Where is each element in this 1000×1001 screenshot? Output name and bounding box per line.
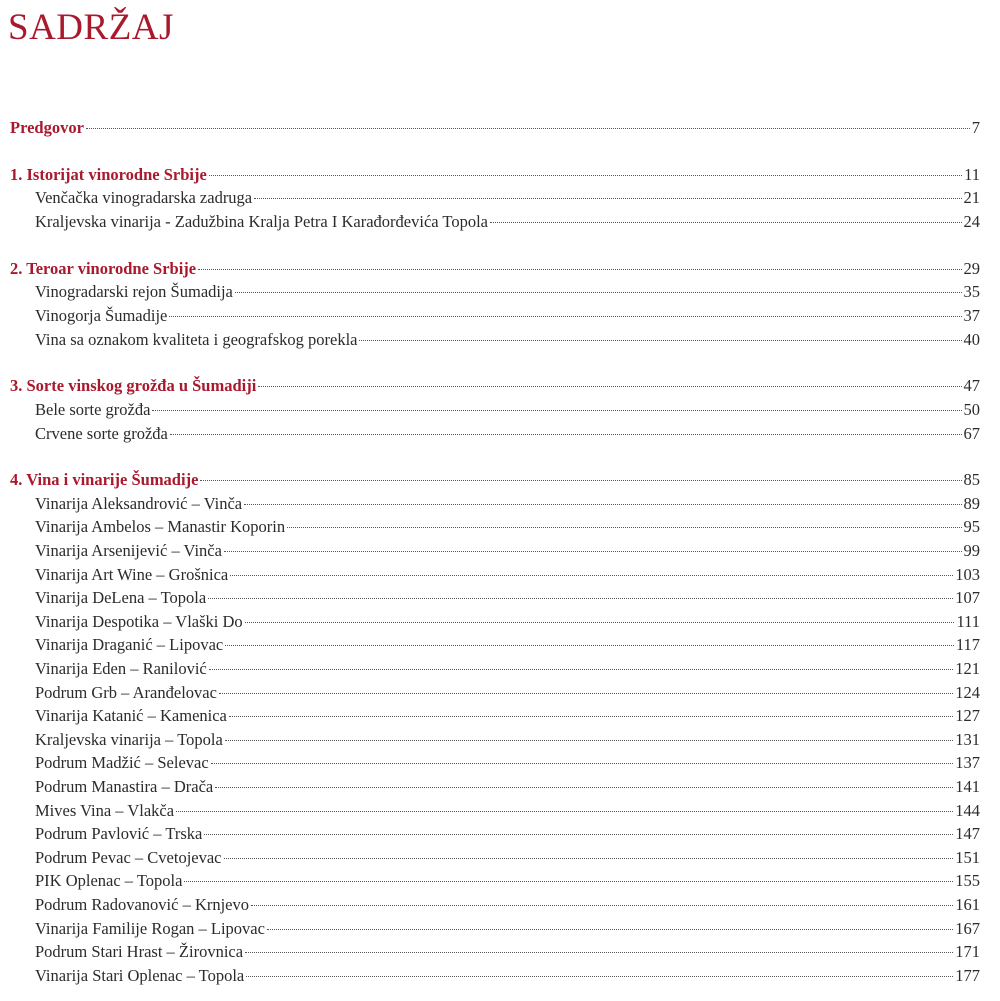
toc-page-number: 147 [955, 824, 980, 844]
dot-leader [152, 410, 961, 411]
dot-leader [204, 834, 953, 835]
toc-page-number: 95 [963, 517, 980, 537]
toc-chapter-entry[interactable] [10, 257, 980, 281]
dot-leader [224, 551, 962, 552]
dot-leader [359, 340, 961, 341]
dot-leader [211, 763, 954, 764]
toc-page-number: 124 [955, 682, 980, 702]
toc-entry-label: Vinarija Aleksandrović – Vinča [35, 493, 243, 513]
toc-entry[interactable] [10, 304, 980, 328]
dot-leader [225, 645, 954, 646]
toc-page-number: 127 [955, 706, 980, 726]
toc-page-number: 111 [956, 611, 980, 631]
toc-page-number: 161 [955, 894, 980, 914]
toc-page-number: 99 [963, 541, 980, 561]
toc-entry[interactable] [10, 799, 980, 823]
toc-page-number: 103 [955, 564, 980, 584]
toc-page-number: 24 [963, 211, 980, 231]
toc-chapter-entry[interactable] [10, 116, 980, 140]
toc-entry[interactable] [10, 940, 980, 964]
toc-entry[interactable] [10, 704, 980, 728]
toc-entry[interactable] [10, 633, 980, 657]
toc-entry[interactable] [10, 492, 980, 516]
dot-leader [224, 858, 954, 859]
dot-leader [219, 693, 953, 694]
dot-leader [287, 527, 961, 528]
toc-entry[interactable] [10, 775, 980, 799]
toc-page-number: 47 [963, 376, 980, 396]
dot-leader [230, 575, 953, 576]
dot-leader [200, 480, 961, 481]
dot-leader [246, 976, 953, 977]
toc-entry-label: Kraljevska vinarija - Zadužbina Kralja Petra I Karađorđevića Topola [35, 211, 489, 231]
toc-entry[interactable] [10, 210, 980, 234]
toc-entry-label: Vinarija Art Wine – Grošnica [35, 564, 229, 584]
toc-page-number: 89 [963, 493, 980, 513]
toc-page-number: 167 [955, 918, 980, 938]
toc-entry[interactable] [10, 586, 980, 610]
toc-entry[interactable] [10, 328, 980, 352]
toc-entry-label: Bele sorte grožđa [35, 399, 151, 419]
toc-entry[interactable] [10, 539, 980, 563]
toc-entry[interactable] [10, 422, 980, 446]
dot-leader [215, 787, 953, 788]
toc-entry-label: Vinogradarski rejon Šumadija [35, 282, 233, 302]
dot-leader [170, 434, 962, 435]
table-of-contents [10, 116, 980, 987]
toc-entry[interactable] [10, 280, 980, 304]
toc-entry-label: Podrum Pavlović – Trska [35, 824, 203, 844]
toc-chapter-entry[interactable] [10, 468, 980, 492]
dot-leader [490, 222, 961, 223]
toc-entry[interactable] [10, 917, 980, 941]
toc-page-number: 131 [955, 729, 980, 749]
toc-entry-label: Vinarija Despotika – Vlaški Do [35, 611, 243, 631]
toc-page-number: 50 [963, 399, 980, 419]
toc-entry[interactable] [10, 186, 980, 210]
toc-entry-label: Vinarija Arsenijević – Vinča [35, 541, 222, 561]
toc-entry-label: Venčačka vinogradarska zadruga [35, 188, 253, 208]
toc-page-number: 155 [955, 871, 980, 891]
dot-leader [169, 316, 961, 317]
toc-page-number: 85 [963, 470, 980, 490]
toc-entry-label: Vinarija Draganić – Lipovac [35, 635, 224, 655]
toc-entry-label: Predgovor [10, 118, 84, 137]
toc-entry-label: Vinogorja Šumadije [35, 305, 168, 325]
toc-page-number: 35 [963, 282, 980, 302]
toc-entry-label: Podrum Grb – Aranđelovac [35, 682, 217, 702]
dot-leader [198, 269, 961, 270]
toc-entry-label: Vinarija DeLena – Topola [35, 588, 207, 608]
toc-entry-label: Podrum Manastira – Drača [35, 777, 214, 796]
toc-page-number: 144 [955, 800, 980, 820]
toc-entry-label: Podrum Stari Hrast – Žirovnica [35, 942, 244, 962]
toc-entry[interactable] [10, 751, 980, 775]
dot-leader [229, 716, 953, 717]
toc-entry-label: Vinarija Ambelos – Manastir Koporin [35, 517, 286, 537]
toc-entry[interactable] [10, 657, 980, 681]
toc-entry-label: Vinarija Familije Rogan – Lipovac [35, 918, 265, 938]
toc-page-number: 121 [955, 659, 980, 679]
toc-page-number: 141 [955, 777, 980, 796]
toc-page-number: 29 [963, 258, 980, 278]
dot-leader [267, 929, 953, 930]
toc-entry-label: Podrum Pevac – Cvetojevac [35, 847, 222, 867]
dot-leader [86, 128, 970, 129]
toc-page-number: 67 [963, 423, 980, 443]
toc-page-number: 137 [955, 753, 980, 773]
toc-entry-label: Vinarija Eden – Ranilović [35, 659, 207, 679]
dot-leader [209, 175, 962, 176]
page-title: SADRŽAJ [8, 7, 174, 48]
toc-entry-label: 1. Istorijat vinorodne Srbije [10, 164, 207, 184]
dot-leader [235, 292, 962, 293]
toc-page-number: 40 [963, 329, 980, 349]
dot-leader [209, 669, 953, 670]
toc-entry[interactable] [10, 822, 980, 846]
dot-leader [225, 740, 953, 741]
toc-page-number: 171 [955, 942, 980, 962]
toc-chapter-entry[interactable] [10, 163, 980, 187]
toc-entry-label: Vinarija Stari Oplenac – Topola [35, 965, 245, 985]
toc-entry-label: Podrum Madžić – Selevac [35, 753, 209, 773]
toc-page-number: 107 [955, 588, 980, 608]
toc-entry-label: Vinarija Katanić – Kamenica [35, 706, 227, 726]
toc-chapter-entry[interactable] [10, 374, 980, 398]
dot-leader [208, 598, 953, 599]
dot-leader [254, 198, 961, 199]
toc-entry[interactable] [10, 964, 980, 988]
dot-leader [245, 952, 953, 953]
toc-page-number: 21 [963, 188, 980, 208]
toc-entry-label: 4. Vina i vinarije Šumadije [10, 470, 199, 490]
dot-leader [184, 881, 953, 882]
toc-entry[interactable] [10, 893, 980, 917]
toc-entry[interactable] [10, 398, 980, 422]
toc-page-number: 37 [963, 305, 980, 325]
toc-entry-label: 3. Sorte vinskog grožđa u Šumadiji [10, 376, 257, 396]
toc-entry-label: Vina sa oznakom kvaliteta i geografskog porekla [35, 329, 358, 349]
toc-entry[interactable] [10, 681, 980, 705]
toc-entry-label: Crvene sorte grožđa [35, 423, 168, 443]
toc-page-number: 177 [955, 965, 980, 985]
toc-entry-label: Podrum Radovanović – Krnjevo [35, 894, 250, 914]
dot-leader [251, 905, 953, 906]
dot-leader [176, 811, 953, 812]
toc-entry-label: PIK Oplenac – Topola [35, 871, 183, 891]
dot-leader [244, 504, 961, 505]
toc-page-number: 11 [964, 164, 980, 184]
toc-entry[interactable] [10, 869, 980, 893]
toc-entry-label: 2. Teroar vinorodne Srbije [10, 258, 197, 278]
toc-page-number: 117 [955, 635, 980, 655]
toc-entry[interactable] [10, 846, 980, 870]
toc-page-number: 7 [971, 118, 980, 137]
dot-leader [258, 386, 961, 387]
toc-entry-label: Mives Vina – Vlakča [35, 800, 175, 820]
toc-entry[interactable] [10, 728, 980, 752]
toc-entry-label: Kraljevska vinarija – Topola [35, 729, 223, 749]
dot-leader [245, 622, 955, 623]
toc-page-number: 151 [955, 847, 980, 867]
toc-entry[interactable] [10, 563, 980, 587]
toc-entry[interactable] [10, 515, 980, 539]
toc-entry[interactable] [10, 610, 980, 634]
